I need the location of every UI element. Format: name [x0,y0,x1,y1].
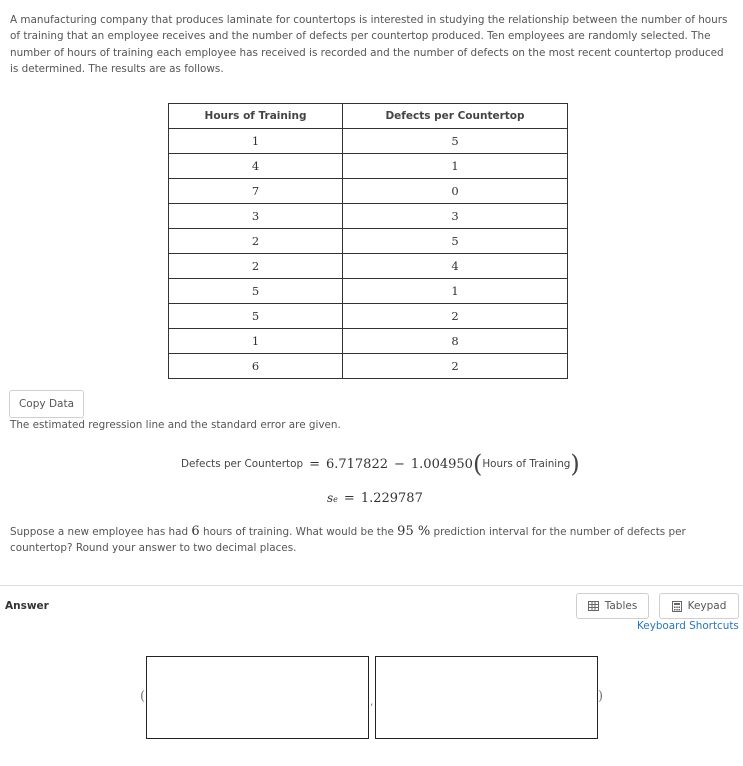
interval-open-paren: ( [140,689,146,704]
table-row [169,204,568,229]
table-row [169,229,568,254]
slope-value: 1.004950 [410,456,473,472]
lower-bound-input[interactable] [146,656,369,739]
table-row [169,354,568,379]
confidence-value: 95 % [397,524,431,539]
defects-cell: 5 [343,129,568,154]
defects-cell: 3 [343,204,568,229]
defects-cell: 5 [343,229,568,254]
problem-intro: A manufacturing company that produces laminate for countertops is interested in studying the relationship between the number of hours of training that an employee receives and the number of defects per countertop produced. Ten employees are randomly selected. The number of hours of training each employee has received is recorded and the number of defects on the most recent countertop produced is determined. The results are as follows. [10,14,728,75]
equation-lhs: Defects per Countertop [181,458,304,470]
copy-data-button[interactable]: Copy Data [9,390,84,418]
interval-close-paren: ) [598,689,604,704]
keypad-label: Keypad [687,600,727,612]
data-table [168,103,568,379]
close-paren: ) [570,450,580,478]
defects-cell: 2 [343,304,568,329]
hours-value: 6 [191,524,200,539]
se-symbol: s [327,491,334,505]
se-value: 1.229787 [360,491,423,506]
given-text: The estimated regression line and the standard error are given. [10,419,341,431]
question-text [10,524,730,557]
defects-cell: 0 [343,179,568,204]
keyboard-shortcuts-link[interactable]: Keyboard Shortcuts [637,620,739,632]
answer-label: Answer [5,600,49,612]
question-part1: Suppose a new employee has had [10,526,192,538]
open-paren: ( [472,450,483,478]
hours-cell: 6 [169,354,343,379]
tables-button[interactable] [576,593,649,619]
equation-variable: Hours of Training [482,458,571,470]
calculator-icon [672,601,682,612]
defects-cell: 4 [343,254,568,279]
column-header-defects: Defects per Countertop [343,104,568,129]
se-subscript: e [333,495,338,504]
hours-cell: 4 [169,154,343,179]
defects-cell: 1 [343,154,568,179]
standard-error [327,491,423,506]
defects-cell: 1 [343,279,568,304]
table-header-row [169,104,568,129]
hours-cell: 7 [169,179,343,204]
question-part2: hours of training. What would be the [199,526,398,538]
hours-cell: 2 [169,254,343,279]
column-header-hours: Hours of Training [169,104,343,129]
hours-cell: 3 [169,204,343,229]
intercept-value: 6.717822 [325,456,388,472]
hours-cell: 1 [169,329,343,354]
hours-cell: 1 [169,129,343,154]
table-row [169,154,568,179]
minus-sign: − [394,456,405,472]
table-row [169,179,568,204]
hours-cell: 5 [169,279,343,304]
regression-equation [181,451,580,477]
interval-comma: , [370,697,374,708]
defects-cell: 2 [343,354,568,379]
equals-sign: = [309,456,320,472]
table-row [169,129,568,154]
hours-cell: 2 [169,229,343,254]
table-row [169,279,568,304]
tables-label: Tables [604,600,638,612]
question-part3: prediction interval for the number of defects per countertop? Round your answer to two decimal places. [10,526,686,555]
hours-cell: 5 [169,304,343,329]
defects-cell: 8 [343,329,568,354]
table-icon [588,601,599,611]
upper-bound-input[interactable] [375,656,598,739]
table-row [169,304,568,329]
keypad-button[interactable] [659,593,739,619]
se-equals: = [343,491,355,506]
table-row [169,254,568,279]
section-divider [0,585,743,586]
table-row [169,329,568,354]
